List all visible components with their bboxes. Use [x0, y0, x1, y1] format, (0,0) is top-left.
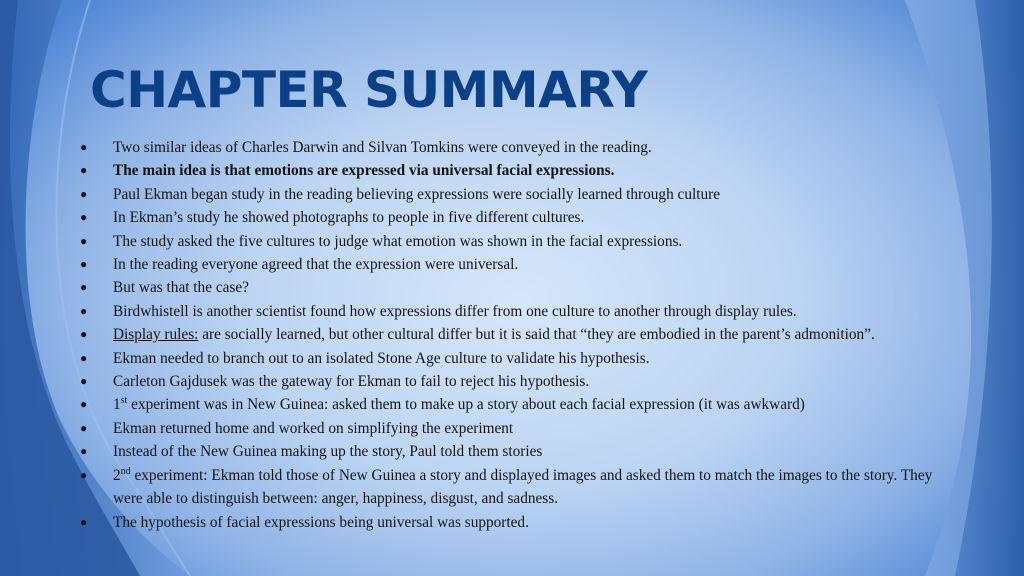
bullet-item — [76, 370, 956, 393]
bullet-text: But was that the case? — [113, 279, 249, 297]
bullet-dot-icon: ● — [80, 374, 88, 389]
bullet-item — [76, 511, 956, 534]
bullet-ordinal: 2 — [113, 466, 121, 484]
slide-title: CHAPTER SUMMARY — [90, 61, 648, 119]
bullet-text: Instead of the New Guinea making up the story, Paul told them stories — [113, 443, 543, 461]
bullet-dot-icon: ● — [80, 514, 88, 529]
bullet-dot-icon: ● — [80, 303, 88, 318]
bullet-item — [76, 440, 956, 463]
bullet-dot-icon: ● — [80, 257, 88, 272]
bullet-item — [76, 347, 956, 370]
bullet-text: Carleton Gajdusek was the gateway for Ekman to fail to reject his hypothesis. — [113, 373, 590, 391]
bullet-item — [76, 323, 956, 346]
bullet-dot-icon: ● — [80, 186, 88, 201]
bullet-item — [76, 206, 956, 229]
bullet-text: The hypothesis of facial expressions being universal was supported. — [113, 513, 529, 531]
summary-bullet-list — [76, 136, 956, 534]
bullet-ordinal-suffix: nd — [120, 465, 131, 477]
bullet-text: The main idea is that emotions are expressed via universal facial expressions. — [113, 162, 615, 180]
bullet-dot-icon: ● — [80, 350, 88, 365]
bullet-dot-icon: ● — [80, 467, 88, 482]
bullet-dot-icon: ● — [80, 233, 88, 248]
bullet-dot-icon: ● — [80, 420, 88, 435]
bullet-dot-icon: ● — [80, 163, 88, 178]
bullet-text: are socially learned, but other cultural differ but it is said that “they are embodied in the parent’s admonition”. — [198, 326, 875, 344]
bullet-ordinal: 1 — [113, 396, 121, 414]
bullet-item — [76, 230, 956, 253]
bullet-text: In Ekman’s study he showed photographs to people in five different cultures. — [113, 209, 585, 227]
bullet-dot-icon: ● — [80, 444, 88, 459]
bullet-item — [76, 417, 956, 440]
bullet-text: In the reading everyone agreed that the expression were universal. — [113, 256, 519, 274]
bullet-item — [76, 159, 956, 182]
bullet-item — [76, 136, 956, 159]
bullet-item — [76, 253, 956, 276]
bullet-text: experiment: Ekman told those of New Guinea a story and displayed images and asked them to match the images to the story. They were able to distinguish between: anger, happiness, disgust, and sadness. — [113, 466, 933, 508]
bullet-dot-icon: ● — [80, 280, 88, 295]
bullet-item — [76, 183, 956, 206]
bullet-item — [76, 276, 956, 299]
bullet-dot-icon: ● — [80, 140, 88, 154]
bullet-text: Ekman needed to branch out to an isolated Stone Age culture to validate his hypothesis. — [113, 349, 650, 367]
bullet-text: experiment was in New Guinea: asked them to make up a story about each facial expression (it was awkward) — [127, 396, 805, 414]
bullet-dot-icon: ● — [80, 397, 88, 412]
bullet-item — [76, 300, 956, 323]
bullet-text: Birdwhistell is another scientist found how expressions differ from one culture to another through display rules. — [113, 302, 797, 320]
bullet-text: Ekman returned home and worked on simplifying the experiment — [113, 419, 514, 437]
bullet-text: The study asked the five cultures to judge what emotion was shown in the facial expressions. — [113, 232, 683, 250]
bullet-term: Display rules: — [113, 326, 199, 344]
bullet-item — [76, 393, 956, 416]
bullet-item — [76, 464, 956, 511]
bullet-dot-icon: ● — [80, 327, 88, 342]
bullet-text: Two similar ideas of Charles Darwin and Silvan Tomkins were conveyed in the reading. — [113, 139, 652, 156]
bullet-text: Paul Ekman began study in the reading believing expressions were socially learned through culture — [113, 185, 721, 203]
bullet-ordinal-suffix: st — [120, 395, 128, 407]
bullet-dot-icon: ● — [80, 210, 88, 225]
